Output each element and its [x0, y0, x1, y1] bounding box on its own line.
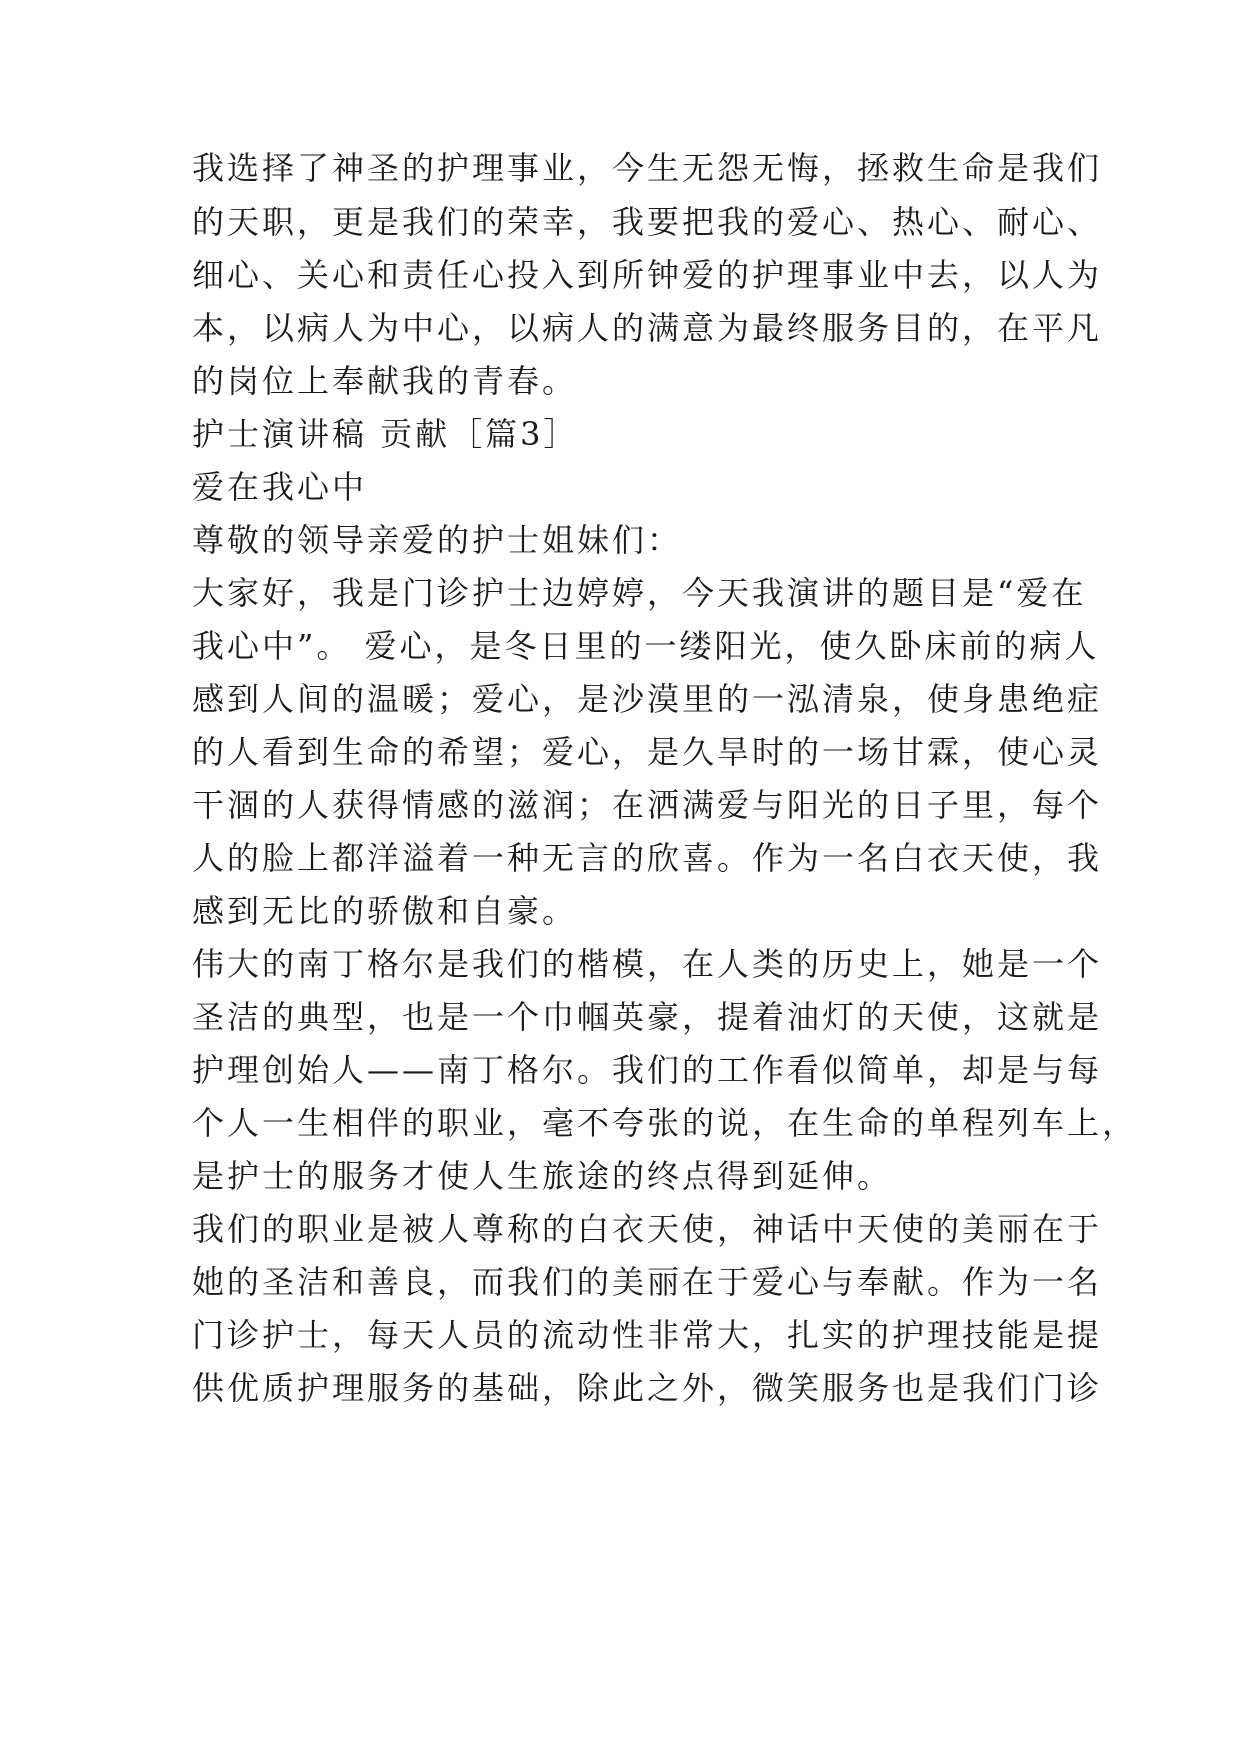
speech-title: 爱在我心中 — [192, 468, 368, 506]
text-line: 是护士的服务才使人生旅途的终点得到延伸。 — [192, 1157, 893, 1195]
text-line: 我心中”。 爱心，是冬日里的一缕阳光，使久卧床前的病人 — [192, 627, 1100, 665]
text-line: 她的圣洁和善良，而我们的美丽在于爱心与奉献。作为一名 — [192, 1263, 1103, 1301]
text-line: 门诊护士，每天人员的流动性非常大，扎实的护理技能是提 — [192, 1316, 1103, 1354]
text-line: 护理创始人——南丁格尔。我们的工作看似简单，却是与每 — [192, 1051, 1103, 1089]
text-line: 干涸的人获得情感的滋润；在洒满爱与阳光的日子里，每个 — [192, 786, 1103, 824]
text-line: 圣洁的典型，也是一个巾帼英豪，提着油灯的天使，这就是 — [192, 998, 1103, 1036]
salutation: 尊敬的领导亲爱的护士姐妹们： — [192, 521, 683, 559]
text-line: 个人一生相伴的职业，毫不夸张的说，在生命的单程列车上， — [192, 1104, 1138, 1142]
text-line: 的岗位上奉献我的青春。 — [192, 362, 578, 400]
text-line: 的人看到生命的希望；爱心，是久旱时的一场甘霖，使心灵 — [192, 733, 1103, 771]
text-line: 的天职，更是我们的荣幸，我要把我的爱心、热心、耐心、 — [192, 203, 1103, 241]
text-line: 细心、关心和责任心投入到所钟爱的护理事业中去，以人为 — [192, 256, 1103, 294]
text-line: 本，以病人为中心，以病人的满意为最终服务目的，在平凡 — [192, 309, 1103, 347]
text-line: 大家好，我是门诊护士边婷婷，今天我演讲的题目是“爱在 — [192, 574, 1087, 612]
text-line: 供优质护理服务的基础，除此之外，微笑服务也是我们门诊 — [192, 1369, 1103, 1407]
text-line: 感到人间的温暖；爱心，是沙漠里的一泓清泉，使身患绝症 — [192, 680, 1103, 718]
text-line: 人的脸上都洋溢着一种无言的欣喜。作为一名白衣天使，我 — [192, 839, 1103, 877]
text-line: 我们的职业是被人尊称的白衣天使，神话中天使的美丽在于 — [192, 1210, 1103, 1248]
text-line: 感到无比的骄傲和自豪。 — [192, 892, 578, 930]
section-heading: 护士演讲稿 贡献［篇3］ — [192, 415, 579, 453]
text-line: 我选择了神圣的护理事业，今生无怨无悔，拯救生命是我们 — [192, 149, 1103, 187]
text-line: 伟大的南丁格尔是我们的楷模，在人类的历史上，她是一个 — [192, 945, 1103, 983]
